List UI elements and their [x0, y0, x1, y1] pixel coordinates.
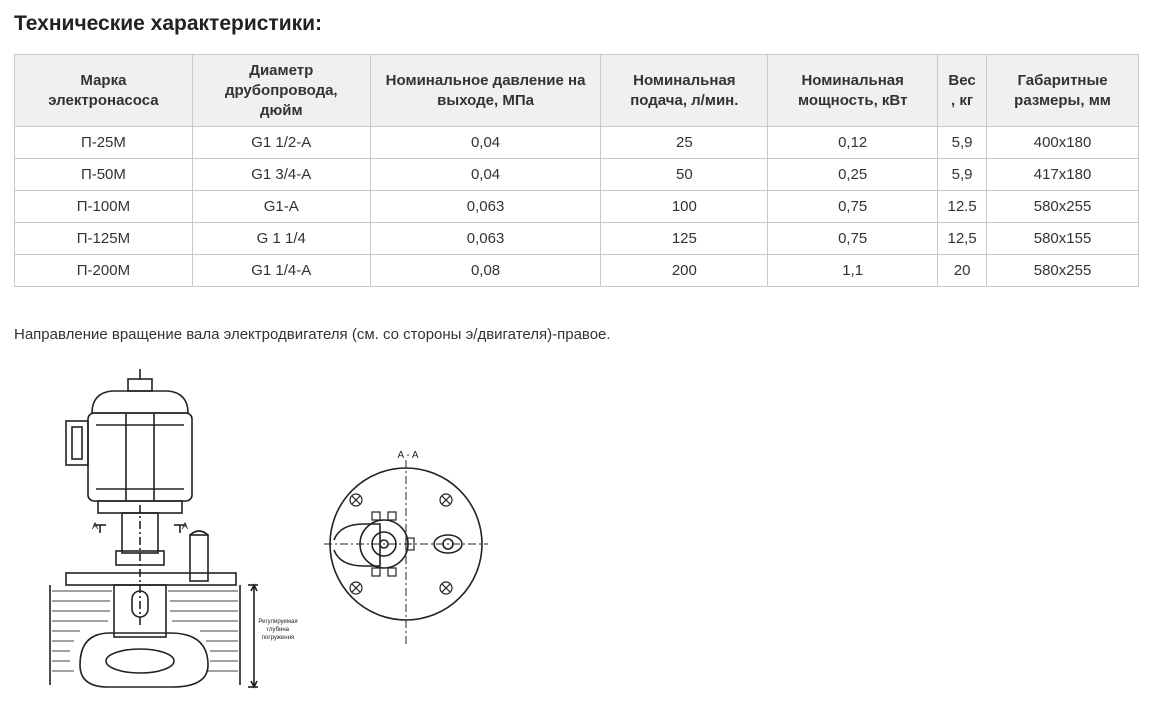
rotation-direction-note: Направление вращение вала электродвигателя (см. со стороны э/двигателя)-правое. [14, 326, 611, 343]
page-title: Технические характеристики: [14, 12, 323, 35]
cell-power: 0,75 [768, 223, 938, 255]
specifications-table [14, 54, 1139, 287]
section-title: A - A [397, 450, 419, 461]
cell-flow: 50 [601, 159, 768, 191]
table-row [15, 255, 1139, 287]
table-row [15, 159, 1139, 191]
cell-weight: 5,9 [938, 127, 987, 159]
cell-model: П-100М [15, 191, 193, 223]
cell-dimensions: 580x155 [987, 223, 1139, 255]
cell-pipe-diameter: G 1 1/4 [192, 223, 370, 255]
depth-label-line-3: погружения [261, 635, 295, 641]
cell-flow: 100 [601, 191, 768, 223]
cell-model: П-25М [15, 127, 193, 159]
cell-flow: 125 [601, 223, 768, 255]
table-row [15, 191, 1139, 223]
cell-dimensions: 580x255 [987, 191, 1139, 223]
cell-weight: 5,9 [938, 159, 987, 191]
cell-weight: 12,5 [938, 223, 987, 255]
cell-pressure: 0,063 [370, 223, 601, 255]
cell-model: П-50М [15, 159, 193, 191]
cell-pressure: 0,08 [370, 255, 601, 287]
col-header-pressure: Номинальное давление на выходе, МПа [370, 55, 601, 127]
col-header-model: Марка электронасоса [15, 55, 193, 127]
cell-power: 0,25 [768, 159, 938, 191]
cell-pipe-diameter: G1 3/4-A [192, 159, 370, 191]
col-header-flow: Номинальная подача, л/мин. [601, 55, 768, 127]
table-row [15, 127, 1139, 159]
col-header-dimensions: Габаритные размеры, мм [987, 55, 1139, 127]
section-a-a-drawing [320, 440, 500, 650]
cell-dimensions: 417x180 [987, 159, 1139, 191]
cell-flow: 200 [601, 255, 768, 287]
cell-model: П-200М [15, 255, 193, 287]
table-header-row [15, 55, 1139, 127]
cell-dimensions: 400x180 [987, 127, 1139, 159]
cell-dimensions: 580x255 [987, 255, 1139, 287]
section-mark-right: A [182, 521, 189, 531]
col-header-pipe-diameter: Диаметр друбопровода, дюйм [192, 55, 370, 127]
cell-power: 0,75 [768, 191, 938, 223]
col-header-weight: Вес , кг [938, 55, 987, 127]
cell-power: 1,1 [768, 255, 938, 287]
depth-label-line-2: глубина [266, 627, 290, 633]
cell-pressure: 0,04 [370, 127, 601, 159]
depth-label-line-1: Регулируемая [258, 619, 298, 625]
section-mark-left: A [92, 521, 99, 531]
cell-weight: 12.5 [938, 191, 987, 223]
col-header-power: Номинальная мощность, кВт [768, 55, 938, 127]
cell-power: 0,12 [768, 127, 938, 159]
table-row [15, 223, 1139, 255]
cell-pipe-diameter: G1-A [192, 191, 370, 223]
cell-pressure: 0,063 [370, 191, 601, 223]
cell-pressure: 0,04 [370, 159, 601, 191]
cell-flow: 25 [601, 127, 768, 159]
pump-elevation-labels [40, 365, 300, 705]
cell-model: П-125М [15, 223, 193, 255]
cell-pipe-diameter: G1 1/2-A [192, 127, 370, 159]
cell-pipe-diameter: G1 1/4-A [192, 255, 370, 287]
cell-weight: 20 [938, 255, 987, 287]
